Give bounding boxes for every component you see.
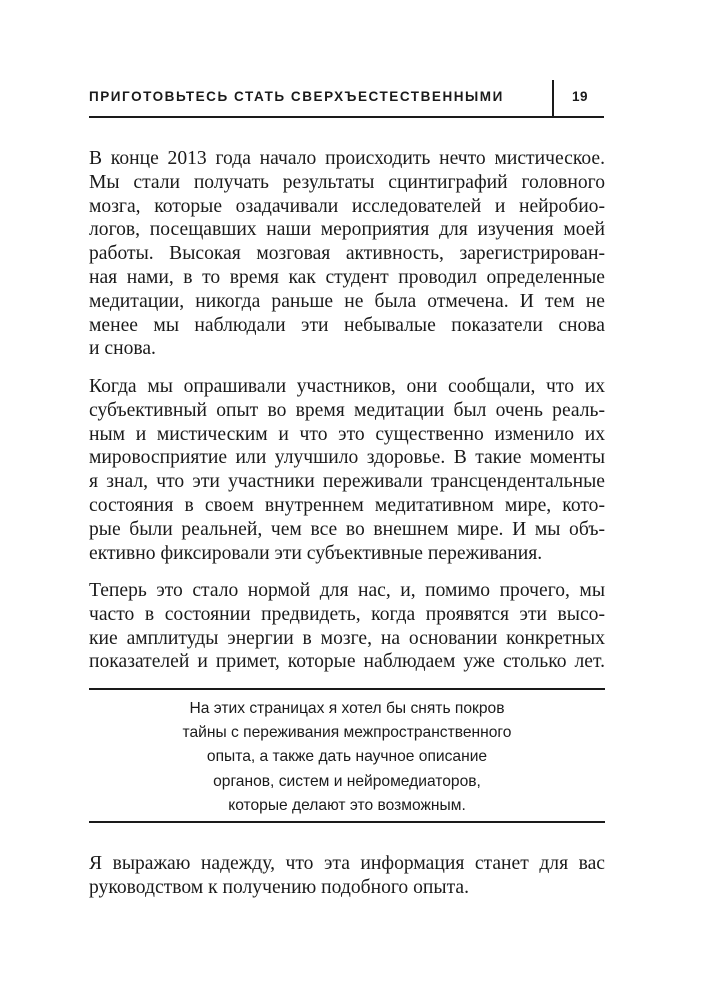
quote-line: тайны с переживания межпространственного (182, 724, 512, 742)
text-line: субъективный опыт во время медитации был очень реаль- (89, 399, 605, 421)
paragraph-1 (89, 147, 605, 361)
text-line: я знал, что эти участники переживали трансцендентальные (89, 471, 605, 493)
quote-line: опыта, а также дать научное описание (206, 748, 488, 766)
text-line: ным и мистическим и что это существенно изменило их (89, 423, 605, 445)
text-line: состояния в своем внутреннем медитативном мире, кото- (89, 494, 605, 516)
running-header (89, 80, 604, 118)
pull-quote-bottom-rule (89, 821, 605, 823)
paragraph-3 (89, 579, 605, 674)
text-line: кие амплитуды энергии в мозге, на основании конкретных (89, 627, 605, 649)
text-line: показателей и примет, которые наблюдаем уже столько лет. (89, 651, 605, 673)
text-line: руководством к получению подобного опыта. (89, 876, 469, 898)
text-line: менее мы наблюдали эти небывалые показатели снова (89, 314, 605, 336)
quote-line: На этих страницах я хотел бы снять покров (189, 700, 505, 717)
text-line: логов, посещавших наши мероприятия для изучения моей (89, 219, 605, 241)
paragraph-2 (89, 375, 605, 565)
header-divider (552, 80, 554, 116)
page-number: 19 (572, 89, 589, 104)
text-line: мировосприятие или улучшило здоровье. В такие моменты (89, 447, 605, 469)
text-line: ная нами, в то время как студент проводил определенные (89, 266, 605, 288)
text-line: работы. Высокая мозговая активность, зарегистрирован- (89, 243, 605, 265)
text-line: медитации, никогда раньше не была отмечена. И тем не (89, 290, 605, 312)
text-line: Мы стали получать результаты сцинтиграфий головного (89, 171, 605, 193)
text-line: Я выражаю надежду, что эта информация станет для вас (89, 853, 605, 874)
running-title: ПРИГОТОВЬТЕСЬ СТАТЬ СВЕРХЪЕСТЕСТВЕННЫМИ (89, 89, 504, 104)
text-line: Теперь это стало нормой для нас, и, помимо прочего, мы (89, 580, 605, 601)
text-line: часто в состоянии предвидеть, когда проявятся эти высо- (89, 603, 605, 625)
quote-line: которые делают это возможным. (228, 796, 466, 814)
pull-quote (89, 697, 605, 818)
text-line: и снова. (89, 338, 156, 360)
quote-line: органов, систем и нейромедиаторов, (213, 772, 481, 790)
text-line: рые были реальней, чем все во внешнем мире. И мы объ- (89, 518, 605, 540)
text-line: мозга, которые озадачивали исследователей и нейробио- (89, 195, 605, 217)
pull-quote-top-rule (89, 688, 605, 690)
text-line: ективно фиксировали эти субъективные переживания. (89, 542, 543, 564)
text-line: Когда мы опрашивали участников, они сообщали, что их (89, 376, 605, 397)
closing-paragraph (89, 852, 605, 900)
text-line: В конце 2013 года начало происходить нечто мистическое. (89, 148, 605, 169)
